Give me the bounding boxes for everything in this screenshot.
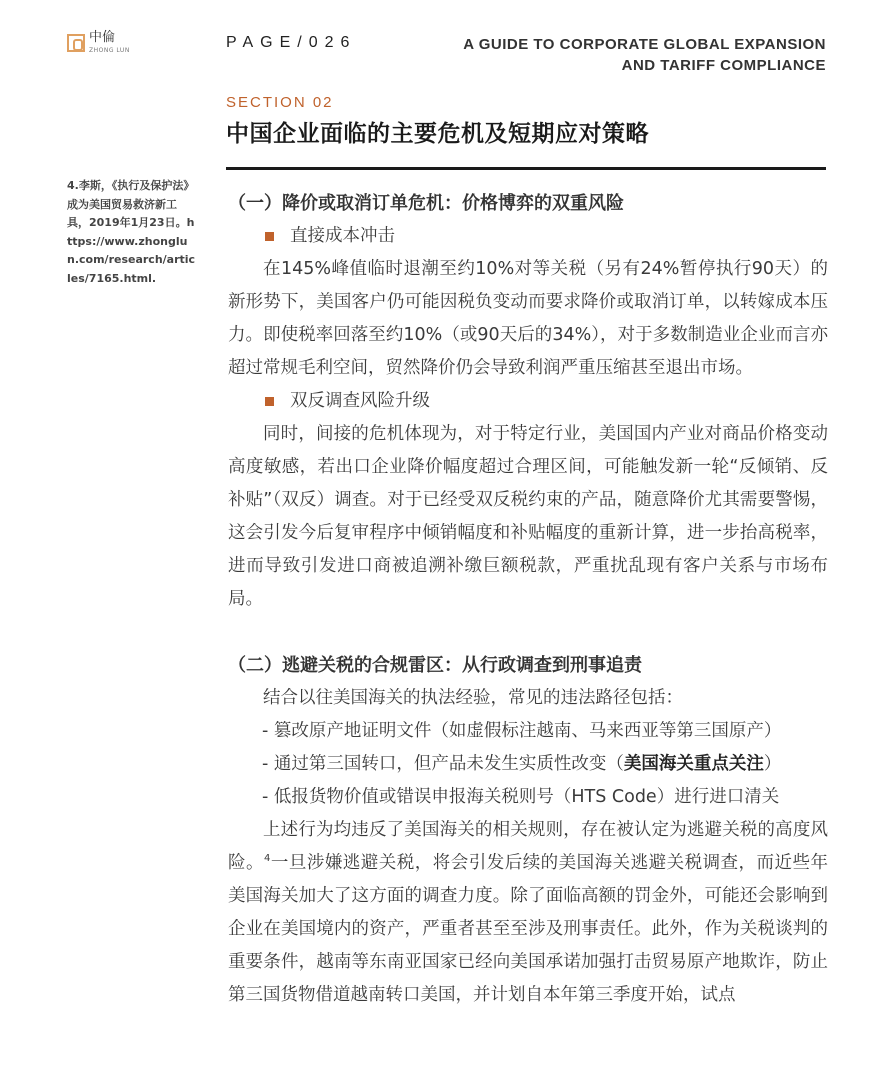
footnote-ref[interactable]: 4 — [263, 853, 271, 865]
bullet-item — [228, 220, 828, 253]
paragraph — [228, 814, 828, 1012]
subheading-2: （二）逃避关税的合规雷区：从行政调查到刑事追责 — [228, 655, 642, 676]
bullet-item — [228, 385, 828, 418]
list-item: - 篡改原产地证明文件（如虚假标注越南、马来西亚等第三国原产） — [262, 721, 782, 741]
paragraph: 同时，间接的危机体现为，对于特定行业，美国国内产业对商品价格变动高度敏感，若出口企业降价幅度超过合理区间，可能触发新一轮“反倾销、反补贴”（双反）调查。对于已经受双反税约束的产品，随意降价尤其需要警惕，这会引发今后复审程序中倾销幅度和补贴幅度的重新计算，进一步抬高税率，进而导致引发进口商被追溯补缴巨额税款，严重扰乱现有客户关系与市场布局。 — [228, 424, 828, 609]
square-bullet-icon — [265, 232, 274, 241]
document-title — [463, 34, 826, 76]
document-title-line2: AND TARIFF COMPLIANCE — [621, 57, 826, 74]
bullet-label: 双反调查风险升级 — [290, 391, 430, 411]
section-label: SECTION 02 — [226, 94, 334, 111]
list-text: - 通过第三国转口，但产品未发生实质性改变（ — [262, 754, 624, 774]
spacer — [228, 616, 828, 649]
paragraph: 在145%峰值临时退潮至约10%对等关税（另有24%暂停执行90天）的新形势下，美国客户仍可能因税负变动而要求降价或取消订单，以转嫁成本压力。即使税率回落至约10%（或90天后的34%），对于多数制造业企业而言亦超过常规毛利空间，贸然降价仍会导致利润严重压缩甚至退出市场。 — [228, 259, 828, 378]
paragraph-text: 一旦涉嫌逃避关税，将会引发后续的美国海关逃避关税调查，而近些年美国海关加大了这方面的调查力度。除了面临高额的罚金外，可能还会影响到企业在美国境内的资产，严重者甚至至涉及刑事责任。此外，作为关税谈判的重要条件，越南等东南亚国家已经向美国承诺加强打击贸易原产地欺诈，防止第三国货物借道越南转口美国，并计划自本年第三季度开始，试点 — [228, 853, 829, 1005]
logo-en: ZHONG LUN — [89, 47, 130, 54]
main-content — [228, 187, 828, 1012]
footnote-sidenote: 4.李斯，《执行及保护法》成为美国贸易救济新工具，2019年1月23日。https://www.zhonglun.com/research/articles/7165.html. — [67, 179, 196, 285]
square-bullet-icon — [265, 397, 274, 406]
list-item — [228, 748, 828, 781]
logo-cn: 中倫 — [89, 30, 116, 45]
section-divider — [226, 167, 826, 170]
emphasis: 美国海关重点关注 — [623, 754, 764, 774]
list-item: - 低报货物价值或错误申报海关税则号（HTS Code）进行进口清关 — [262, 787, 780, 807]
list-text: ） — [763, 754, 782, 774]
logo-mark-icon — [67, 34, 85, 52]
subheading-1: （一）降价或取消订单危机：价格博弈的双重风险 — [228, 193, 624, 214]
document-title-line1: A GUIDE TO CORPORATE GLOBAL EXPANSION — [463, 36, 826, 53]
page-number: PAGE/026 — [226, 34, 357, 51]
paragraph-text: 上述行为均违反了美国海关的相关规则，存在被认定为逃避关税的高度风险。 — [228, 820, 828, 873]
logo-text — [89, 30, 130, 55]
bullet-label: 直接成本冲击 — [290, 226, 395, 246]
zhonglun-logo — [67, 30, 130, 55]
section-title: 中国企业面临的主要危机及短期应对策略 — [226, 121, 649, 147]
paragraph-intro: 结合以往美国海关的执法经验，常见的违法路径包括： — [263, 688, 683, 708]
